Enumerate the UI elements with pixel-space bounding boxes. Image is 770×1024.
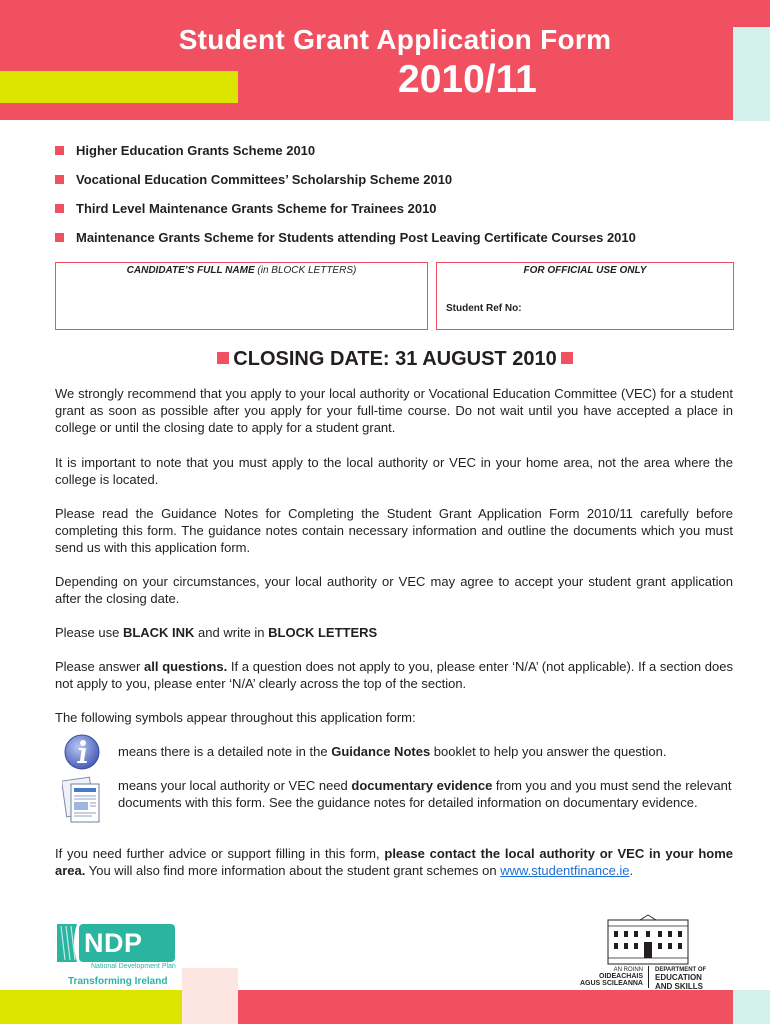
header-corner [733,0,770,27]
studentfinance-link[interactable]: www.studentfinance.ie [500,863,630,878]
paragraph-answer-all: Please answer all questions. If a question does not apply to you, please enter ‘N/A’ (not applicable). If a section does not apply to you, please enter ‘N/A’ clearly across the top of the section. [55,659,733,691]
paragraph-home-area: It is important to note that you must apply to the local authority or VEC in your home area, not the area where the college is located. [55,455,733,487]
dept-english-name: DEPARTMENT OF EDUCATION AND SKILLS [655,967,707,991]
list-item: Vocational Education Committees’ Scholarship Scheme 2010 [55,172,755,201]
list-item: Maintenance Grants Scheme for Students attending Post Leaving Certificate Courses 2010 [55,230,755,259]
candidate-name-label: CANDIDATE’S FULL NAME (in BLOCK LETTERS) [126,265,357,276]
paragraph-guidance-notes: Please read the Guidance Notes for Completing the Student Grant Application Form 2010/11 carefully before completing this form. The guidance notes contain necessary information and outline the documents which you must send us with this application form. [55,506,733,555]
form-title: Student Grant Application Form [178,24,612,55]
list-item: Higher Education Grants Scheme 2010 [55,143,755,172]
candidate-name-field[interactable] [55,262,428,330]
symbol-info-description: means there is a detailed note in the Guidance Notes booklet to help you answer the question. [118,744,667,759]
ndp-caption: National Development Plan [91,963,176,970]
bullet-square-icon [55,204,64,213]
bullet-square-icon [55,233,64,242]
bullet-square-icon [55,175,64,184]
student-ref-label: Student Ref No: [446,303,522,314]
header-accent-bar [0,71,238,103]
ndp-tagline: Transforming Ireland [68,976,168,987]
scheme-list [55,143,755,259]
paragraph-late-application: Depending on your circumstances, your local authority or VEC may agree to accept your student grant application after the closing date. [55,574,733,606]
ndp-logo-text: NDP [84,928,143,958]
list-item: Third Level Maintenance Grants Scheme for Trainees 2010 [55,201,755,230]
footer-side-strip [733,990,770,1024]
footer-accent-block [182,968,238,1024]
bullet-square-icon [217,352,229,364]
closing-date: CLOSING DATE: 31 AUGUST 2010 [0,348,770,371]
paragraph-symbols-intro: The following symbols appear throughout this application form: [55,710,416,725]
bullet-square-icon [561,352,573,364]
dept-irish-name: AN ROINN OIDEACHAIS AGUS SCILEANNA [579,967,643,987]
dept-divider [648,966,649,988]
form-year: 2010/11 [398,58,537,101]
paragraph-contact: If you need further advice or support filling in this form, please contact the local authority or VEC in your home area. You will also find more information about the student grant schemes on www.studentfinance.ie. [55,846,733,878]
documents-icon [62,775,106,834]
official-use-label: FOR OFFICIAL USE ONLY [523,265,647,276]
official-use-box [436,262,734,330]
bullet-square-icon [55,146,64,155]
paragraph-apply-early: We strongly recommend that you apply to your local authority or Vocational Education Committee (VEC) for a student grant as soon as possible after you apply for your full-time course. Do not wait until you have accepted a place in college or until the closing date to apply for a student grant. [55,386,733,435]
footer-accent-bar [0,990,182,1024]
building-icon [606,914,690,971]
paragraph-ink: Please use BLACK INK and write in BLOCK LETTERS [55,625,378,640]
info-icon [64,734,100,775]
symbol-documents-description: means your local authority or VEC need documentary evidence from you and you must send the relevant documents with this form. See the guidance notes for detailed information on documentary evidence. [118,778,732,810]
